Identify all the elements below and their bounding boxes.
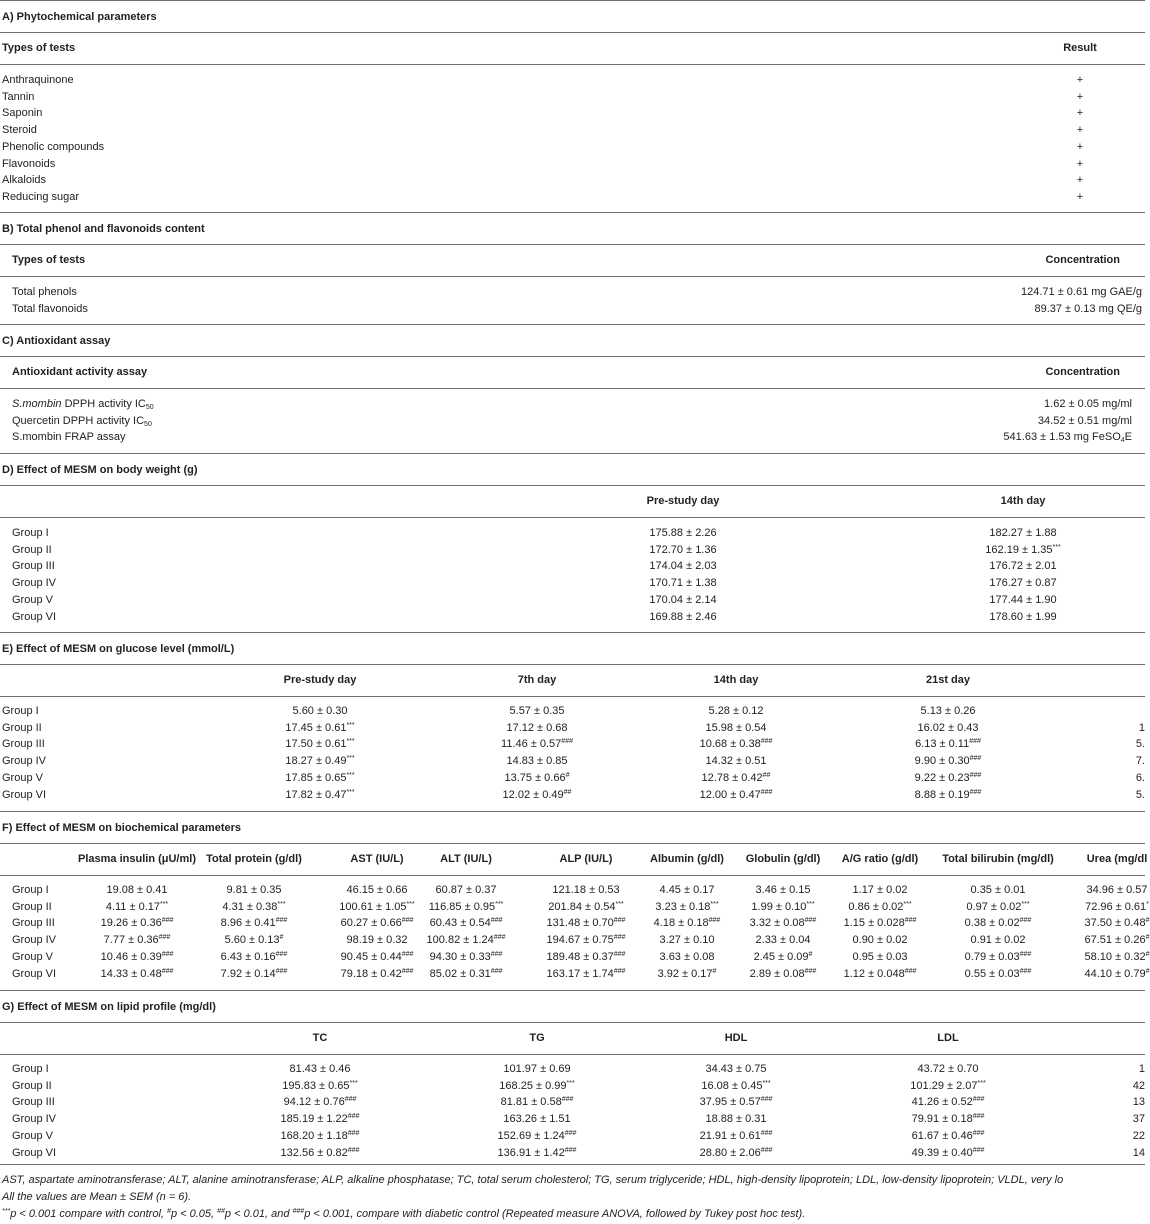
table-cell: 172.70 ± 1.36	[649, 543, 717, 556]
table-row-label: Anthraquinone	[2, 74, 74, 86]
table-cell: 34.43 ± 0.75	[705, 1063, 767, 1075]
table-cell: 121.18 ± 0.53	[552, 884, 620, 896]
table-cell: 9.90 ± 0.30###	[914, 755, 982, 768]
table-cell: 7.	[1135, 755, 1145, 768]
table-cell: 6.	[1135, 771, 1145, 784]
table-cell: 6.13 ± 0.11###	[915, 738, 981, 751]
table-cell: 0.38 ± 0.02###	[964, 917, 1032, 930]
table-cell: 136.91 ± 1.42###	[497, 1146, 577, 1159]
table-cell: +	[1076, 190, 1084, 203]
table-row-label: Group V	[2, 771, 43, 784]
section-e-header: Pre-study day	[283, 674, 357, 686]
table-cell: 201.84 ± 0.54***	[548, 900, 624, 913]
table-cell: 28.80 ± 2.06###	[699, 1146, 773, 1159]
table-cell: 6.43 ± 0.16###	[220, 950, 288, 963]
table-cell: 81.81 ± 0.58###	[500, 1096, 574, 1109]
table-cell: 19.26 ± 0.36###	[100, 917, 174, 930]
table-row-label: Group VI	[12, 610, 57, 623]
table-cell: 0.90 ± 0.02	[852, 934, 908, 947]
table-cell: 194.67 ± 0.75###	[546, 934, 626, 947]
table-cell: 7.77 ± 0.36###	[103, 934, 171, 947]
table-cell: 1	[1138, 1063, 1145, 1075]
table-cell: 541.63 ± 1.53 mg FeSO$_4$E	[1003, 431, 1132, 445]
table-cell: 60.87 ± 0.37	[435, 884, 497, 896]
table-cell: 17.12 ± 0.68	[506, 721, 568, 734]
section-d-title: D) Effect of MESM on body weight (g)	[2, 464, 198, 476]
table-cell: 100.82 ± 1.24###	[426, 934, 506, 947]
table-row-label: Group II	[12, 543, 52, 556]
table-cell: 1.15 ± 0.028###	[843, 917, 917, 930]
table-cell: 85.02 ± 0.31###	[429, 967, 503, 980]
table-cell: 14.33 ± 0.48###	[100, 967, 174, 980]
table-cell: 8.96 ± 0.41###	[220, 917, 288, 930]
table-cell: 9.22 ± 0.23###	[914, 771, 982, 784]
table-cell: 124.71 ± 0.61 mg GAE/g	[1021, 286, 1142, 298]
table-row-label: Tannin	[2, 90, 35, 103]
table-cell: 5.	[1135, 738, 1145, 751]
table-cell: 5.	[1135, 788, 1145, 801]
table-row-label: Group IV	[12, 1113, 57, 1126]
section-e-rule	[0, 664, 1145, 665]
table-cell: 18.27 ± 0.49***	[285, 755, 355, 768]
section-f-header: Plasma insulin (μU/ml)	[78, 853, 196, 865]
table-cell: 3.46 ± 0.15	[755, 884, 811, 896]
section-e-title: E) Effect of MESM on glucose level (mmol/L)	[2, 643, 235, 655]
section-f-header: ALP (IU/L)	[559, 853, 613, 865]
table-cell: 8.88 ± 0.19###	[914, 788, 982, 801]
section-a-header-tests: Types of tests	[2, 42, 76, 54]
table-cell: 18.88 ± 0.31	[705, 1113, 767, 1126]
table-cell: 12.02 ± 0.49##	[502, 788, 572, 801]
table-cell: 177.44 ± 1.90	[989, 593, 1057, 606]
table-cell: 34.96 ± 0.57	[1086, 884, 1148, 896]
table-cell: 131.48 ± 0.70###	[546, 917, 626, 930]
section-b-header-rule	[0, 276, 1145, 277]
table-cell: 37.50 ± 0.48#	[1084, 917, 1150, 930]
table-cell: 37.95 ± 0.57###	[699, 1096, 773, 1109]
table-cell: 1.17 ± 0.02	[852, 884, 908, 896]
section-e-header: 7th day	[517, 674, 557, 686]
table-cell: 34.52 ± 0.51 mg/ml	[1037, 414, 1132, 427]
table-cell: 12.78 ± 0.42##	[701, 771, 771, 784]
table-row-label: Alkaloids	[2, 174, 47, 187]
table-cell: 72.96 ± 0.61*	[1085, 900, 1149, 913]
table-cell: 162.19 ± 1.35***	[985, 543, 1061, 556]
table-cell: 101.97 ± 0.69	[503, 1063, 571, 1075]
table-cell: 175.88 ± 2.26	[649, 527, 717, 539]
table-cell: +	[1076, 74, 1084, 86]
table-row-label: Group VI	[12, 967, 57, 980]
footnote: ***p < 0.001 compare with control, #p < 0.05, ##p < 0.01, and ###p < 0.001, compare with diabetic control (Repeated measure ANOVA, followed by Tukey post hoc test).	[2, 1208, 806, 1220]
table-cell: 4.31 ± 0.38***	[222, 900, 286, 913]
table-row-label: Group IV	[12, 577, 57, 590]
table-row-label: Total phenols	[12, 286, 77, 298]
table-cell: 185.19 ± 1.22###	[280, 1113, 360, 1126]
table-cell: 195.83 ± 0.65***	[282, 1079, 358, 1092]
table-cell: 2.33 ± 0.04	[755, 934, 811, 947]
section-f-rule	[0, 843, 1145, 844]
table-cell: 168.25 ± 0.99***	[499, 1079, 575, 1092]
section-d-rule	[0, 485, 1145, 486]
table-cell: 116.85 ± 0.95***	[428, 900, 504, 913]
table-cell: 0.35 ± 0.01	[970, 884, 1026, 896]
table-cell: 19.08 ± 0.41	[106, 884, 168, 896]
table-cell: 17.85 ± 0.65***	[285, 771, 355, 784]
table-cell: 1.99 ± 0.10***	[751, 900, 815, 913]
section-e-header	[0, 632, 1145, 665]
table-cell: +	[1076, 140, 1084, 153]
table-cell: 3.23 ± 0.18***	[655, 900, 719, 913]
table-row-label: Group II	[12, 900, 52, 913]
table-row-label: Group VI	[12, 1146, 57, 1159]
table-cell: 14.32 ± 0.51	[705, 755, 767, 768]
table-cell: 58.10 ± 0.32#	[1084, 950, 1150, 963]
footnote-rule	[0, 1164, 1145, 1165]
table-cell: 4.45 ± 0.17	[659, 884, 715, 896]
section-g-header: LDL	[937, 1032, 959, 1044]
table-cell: 60.43 ± 0.54###	[429, 917, 503, 930]
table-row-label: Group VI	[2, 788, 47, 801]
table-row-label: Group III	[12, 560, 55, 573]
section-f-header: ALT (IU/L)	[440, 853, 492, 865]
table-row-label: Group II	[12, 1079, 52, 1092]
table-cell: 4.11 ± 0.17***	[105, 900, 169, 913]
section-f-header: Total protein (g/dl)	[206, 853, 302, 865]
table-cell: 42	[1132, 1079, 1145, 1092]
table-cell: +	[1076, 157, 1084, 170]
table-row-label: Group III	[12, 1096, 55, 1109]
table-cell: 5.57 ± 0.35	[509, 705, 565, 717]
table-cell: 0.79 ± 0.03###	[964, 950, 1032, 963]
section-f-header-rule	[0, 875, 1145, 876]
table-cell: +	[1076, 90, 1084, 103]
section-g-header: HDL	[724, 1032, 748, 1044]
table-cell: 10.46 ± 0.39###	[100, 950, 174, 963]
table-cell: 2.45 ± 0.09#	[753, 950, 813, 963]
table-cell: 5.60 ± 0.13#	[224, 934, 284, 947]
section-f-header: Total bilirubin (mg/dl)	[942, 853, 1054, 865]
section-g-header	[0, 990, 1145, 1023]
section-e-header-rule	[0, 696, 1145, 697]
table-cell: 16.02 ± 0.43	[917, 721, 979, 734]
table-cell: 5.13 ± 0.26	[920, 705, 976, 717]
section-d-header-rule	[0, 517, 1145, 518]
section-b-rule	[0, 244, 1145, 245]
section-a-header	[0, 0, 1145, 33]
table-cell: 1.12 ± 0.048###	[843, 967, 917, 980]
section-g-rule	[0, 1022, 1145, 1023]
table-row-label: S.mombin DPPH activity $IC_{50}$	[12, 398, 154, 411]
section-a-header-rule	[0, 64, 1145, 65]
table-cell: 22	[1132, 1129, 1145, 1142]
section-c-header-assay: Antioxidant activity assay	[12, 366, 148, 378]
section-g-title: G) Effect of MESM on lipid profile (mg/dl)	[2, 1001, 216, 1013]
table-cell: 152.69 ± 1.24###	[497, 1129, 577, 1142]
section-e-header: 21st day	[925, 674, 971, 686]
table-cell: 61.67 ± 0.46###	[911, 1129, 985, 1142]
table-cell: 0.86 ± 0.02***	[848, 900, 912, 913]
table-row-label: Group V	[12, 593, 53, 606]
table-cell: 168.20 ± 1.18###	[280, 1129, 360, 1142]
table-row-label: Flavonoids	[2, 157, 56, 170]
table-row-label: Reducing sugar	[2, 190, 80, 203]
table-cell: 3.27 ± 0.10	[659, 934, 715, 947]
table-cell: 37	[1132, 1113, 1145, 1126]
section-a-header-result: Result	[1063, 42, 1097, 54]
section-g-header: TC	[312, 1032, 328, 1044]
table-cell: 5.28 ± 0.12	[708, 705, 764, 717]
table-cell: 13.75 ± 0.66#	[504, 771, 570, 784]
table-row-label: Phenolic compounds	[2, 140, 105, 153]
table-cell: 0.55 ± 0.03###	[964, 967, 1032, 980]
table-cell: 101.29 ± 2.07***	[910, 1079, 986, 1092]
table-cell: 17.45 ± 0.61***	[285, 721, 355, 734]
table-cell: 170.71 ± 1.38	[649, 577, 717, 590]
table-cell: 16.08 ± 0.45***	[701, 1079, 771, 1092]
section-g-header-rule	[0, 1054, 1145, 1055]
table-cell: 79.91 ± 0.18###	[911, 1113, 985, 1126]
section-f-header: Globulin (g/dl)	[745, 853, 821, 865]
table-cell: 5.60 ± 0.30	[292, 705, 348, 717]
table-cell: 67.51 ± 0.26#	[1084, 934, 1150, 947]
table-cell: 169.88 ± 2.46	[649, 610, 717, 623]
table-cell: 17.50 ± 0.61***	[285, 738, 355, 751]
table-cell: 2.89 ± 0.08###	[749, 967, 817, 980]
table-cell: 11.46 ± 0.57###	[501, 738, 573, 751]
table-cell: 1	[1138, 721, 1145, 734]
table-cell: 182.27 ± 1.88	[989, 527, 1057, 539]
table-cell: 43.72 ± 0.70	[917, 1063, 979, 1075]
table-row-label: Group V	[12, 950, 53, 963]
table-cell: 14	[1132, 1146, 1145, 1159]
table-cell: 3.63 ± 0.08	[659, 950, 715, 963]
table-cell: 0.91 ± 0.02	[970, 934, 1026, 947]
table-cell: 60.27 ± 0.66###	[340, 917, 414, 930]
table-cell: 44.10 ± 0.79#	[1084, 967, 1150, 980]
section-c-header-conc: Concentration	[1045, 366, 1120, 378]
table-cell: 17.82 ± 0.47***	[285, 788, 355, 801]
section-f-header: Urea (mg/dl	[1086, 853, 1148, 865]
table-row-label: Group IV	[2, 755, 47, 768]
table-row-label: Steroid	[2, 124, 37, 137]
section-e-header: 14th day	[713, 674, 759, 686]
table-cell: 4.18 ± 0.18###	[653, 917, 721, 930]
table-cell: 3.32 ± 0.08###	[749, 917, 817, 930]
section-f-header: AST (IU/L)	[350, 853, 404, 865]
table-cell: 94.12 ± 0.76###	[283, 1096, 357, 1109]
section-d-header-pre: Pre-study day	[646, 495, 720, 507]
table-cell: 174.04 ± 2.03	[649, 560, 717, 573]
table-row-label: Quercetin DPPH activity $IC_{50}$	[12, 414, 152, 428]
section-f-header: A/G ratio (g/dl)	[841, 853, 919, 865]
table-cell: 10.68 ± 0.38###	[699, 738, 773, 751]
table-cell: +	[1076, 107, 1084, 120]
table-row-label: Group I	[12, 1063, 49, 1075]
table-cell: 15.98 ± 0.54	[705, 721, 767, 734]
footnote: All the values are Mean ± SEM (n = 6).	[2, 1191, 192, 1203]
section-c-rule	[0, 356, 1145, 357]
table-cell: 7.92 ± 0.14###	[220, 967, 288, 980]
table-cell: 21.91 ± 0.61###	[699, 1129, 773, 1142]
section-f-header	[0, 811, 1145, 844]
section-c-header	[0, 324, 1145, 357]
section-c-header-rule	[0, 388, 1145, 389]
table-cell: 89.37 ± 0.13 mg QE/g	[1034, 302, 1142, 315]
table-cell: 0.97 ± 0.02***	[966, 900, 1030, 913]
table-cell: 170.04 ± 2.14	[649, 593, 717, 606]
section-f-header: Albumin (g/dl)	[650, 853, 724, 865]
table-row-label: Group I	[12, 527, 49, 539]
table-cell: 189.48 ± 0.37###	[546, 950, 626, 963]
section-b-header-tests: Types of tests	[12, 254, 86, 266]
table-cell: 14.83 ± 0.85	[506, 755, 568, 768]
table-cell: +	[1076, 124, 1084, 137]
table-row-label: Group V	[12, 1129, 53, 1142]
table-cell: 3.92 ± 0.17#	[657, 967, 717, 980]
table-cell: 12.00 ± 0.47###	[699, 788, 773, 801]
table-cell: 1.62 ± 0.05 mg/ml	[1044, 398, 1132, 410]
section-d-header	[0, 453, 1145, 486]
table-cell: 13	[1132, 1096, 1145, 1109]
table-cell: 81.43 ± 0.46	[289, 1063, 351, 1075]
section-a-rule	[0, 32, 1145, 33]
table-cell: 176.72 ± 2.01	[989, 560, 1057, 573]
table-row-label: Group IV	[12, 934, 57, 947]
table-row-label: Group I	[12, 884, 49, 896]
section-c-title: C) Antioxidant assay	[2, 335, 111, 347]
table-row-label: Total flavonoids	[12, 302, 88, 315]
table-row-label: Group II	[2, 721, 42, 734]
table-cell: 163.17 ± 1.74###	[546, 967, 626, 980]
table-cell: 98.19 ± 0.32	[346, 934, 408, 947]
table-cell: +	[1076, 174, 1084, 187]
section-a-title: A) Phytochemical parameters	[2, 11, 157, 23]
table-cell: 163.26 ± 1.51	[503, 1113, 571, 1126]
table-cell: 90.45 ± 0.44###	[340, 950, 414, 963]
table-row-label: Saponin	[2, 107, 43, 120]
table-cell: 0.95 ± 0.03	[852, 950, 908, 963]
section-b-header	[0, 212, 1145, 245]
table-cell: 49.39 ± 0.40###	[911, 1146, 985, 1159]
section-b-title: B) Total phenol and flavonoids content	[2, 223, 205, 235]
table-row-label: Group III	[12, 917, 55, 930]
section-g-header: TG	[529, 1032, 545, 1044]
table-cell: 46.15 ± 0.66	[346, 884, 408, 896]
table-row-label: S.mombin FRAP assay	[12, 431, 126, 444]
table-cell: 176.27 ± 0.87	[989, 577, 1057, 590]
table-row-label: Group I	[2, 705, 39, 717]
table-cell: 94.30 ± 0.33###	[429, 950, 503, 963]
section-f-title: F) Effect of MESM on biochemical parameters	[2, 822, 241, 834]
table-row-label: Group III	[2, 738, 45, 751]
table-cell: 41.26 ± 0.52###	[911, 1096, 985, 1109]
table-cell: 132.56 ± 0.82###	[280, 1146, 360, 1159]
table-cell: 9.81 ± 0.35	[226, 884, 282, 896]
footnote: AST, aspartate aminotransferase; ALT, alanine aminotransferase; ALP, alkaline phosphatase; TC, total serum cholesterol; TG, serum triglyceride; HDL, high-density lipoprotein; LDL, low-density lipoprotein; VLDL, very lo	[2, 1174, 1064, 1186]
section-d-header-14: 14th day	[1000, 495, 1046, 507]
table-cell: 100.61 ± 1.05***	[339, 900, 415, 913]
table-cell: 79.18 ± 0.42###	[340, 967, 414, 980]
section-b-header-conc: Concentration	[1045, 254, 1120, 266]
table-cell: 178.60 ± 1.99	[989, 610, 1057, 623]
